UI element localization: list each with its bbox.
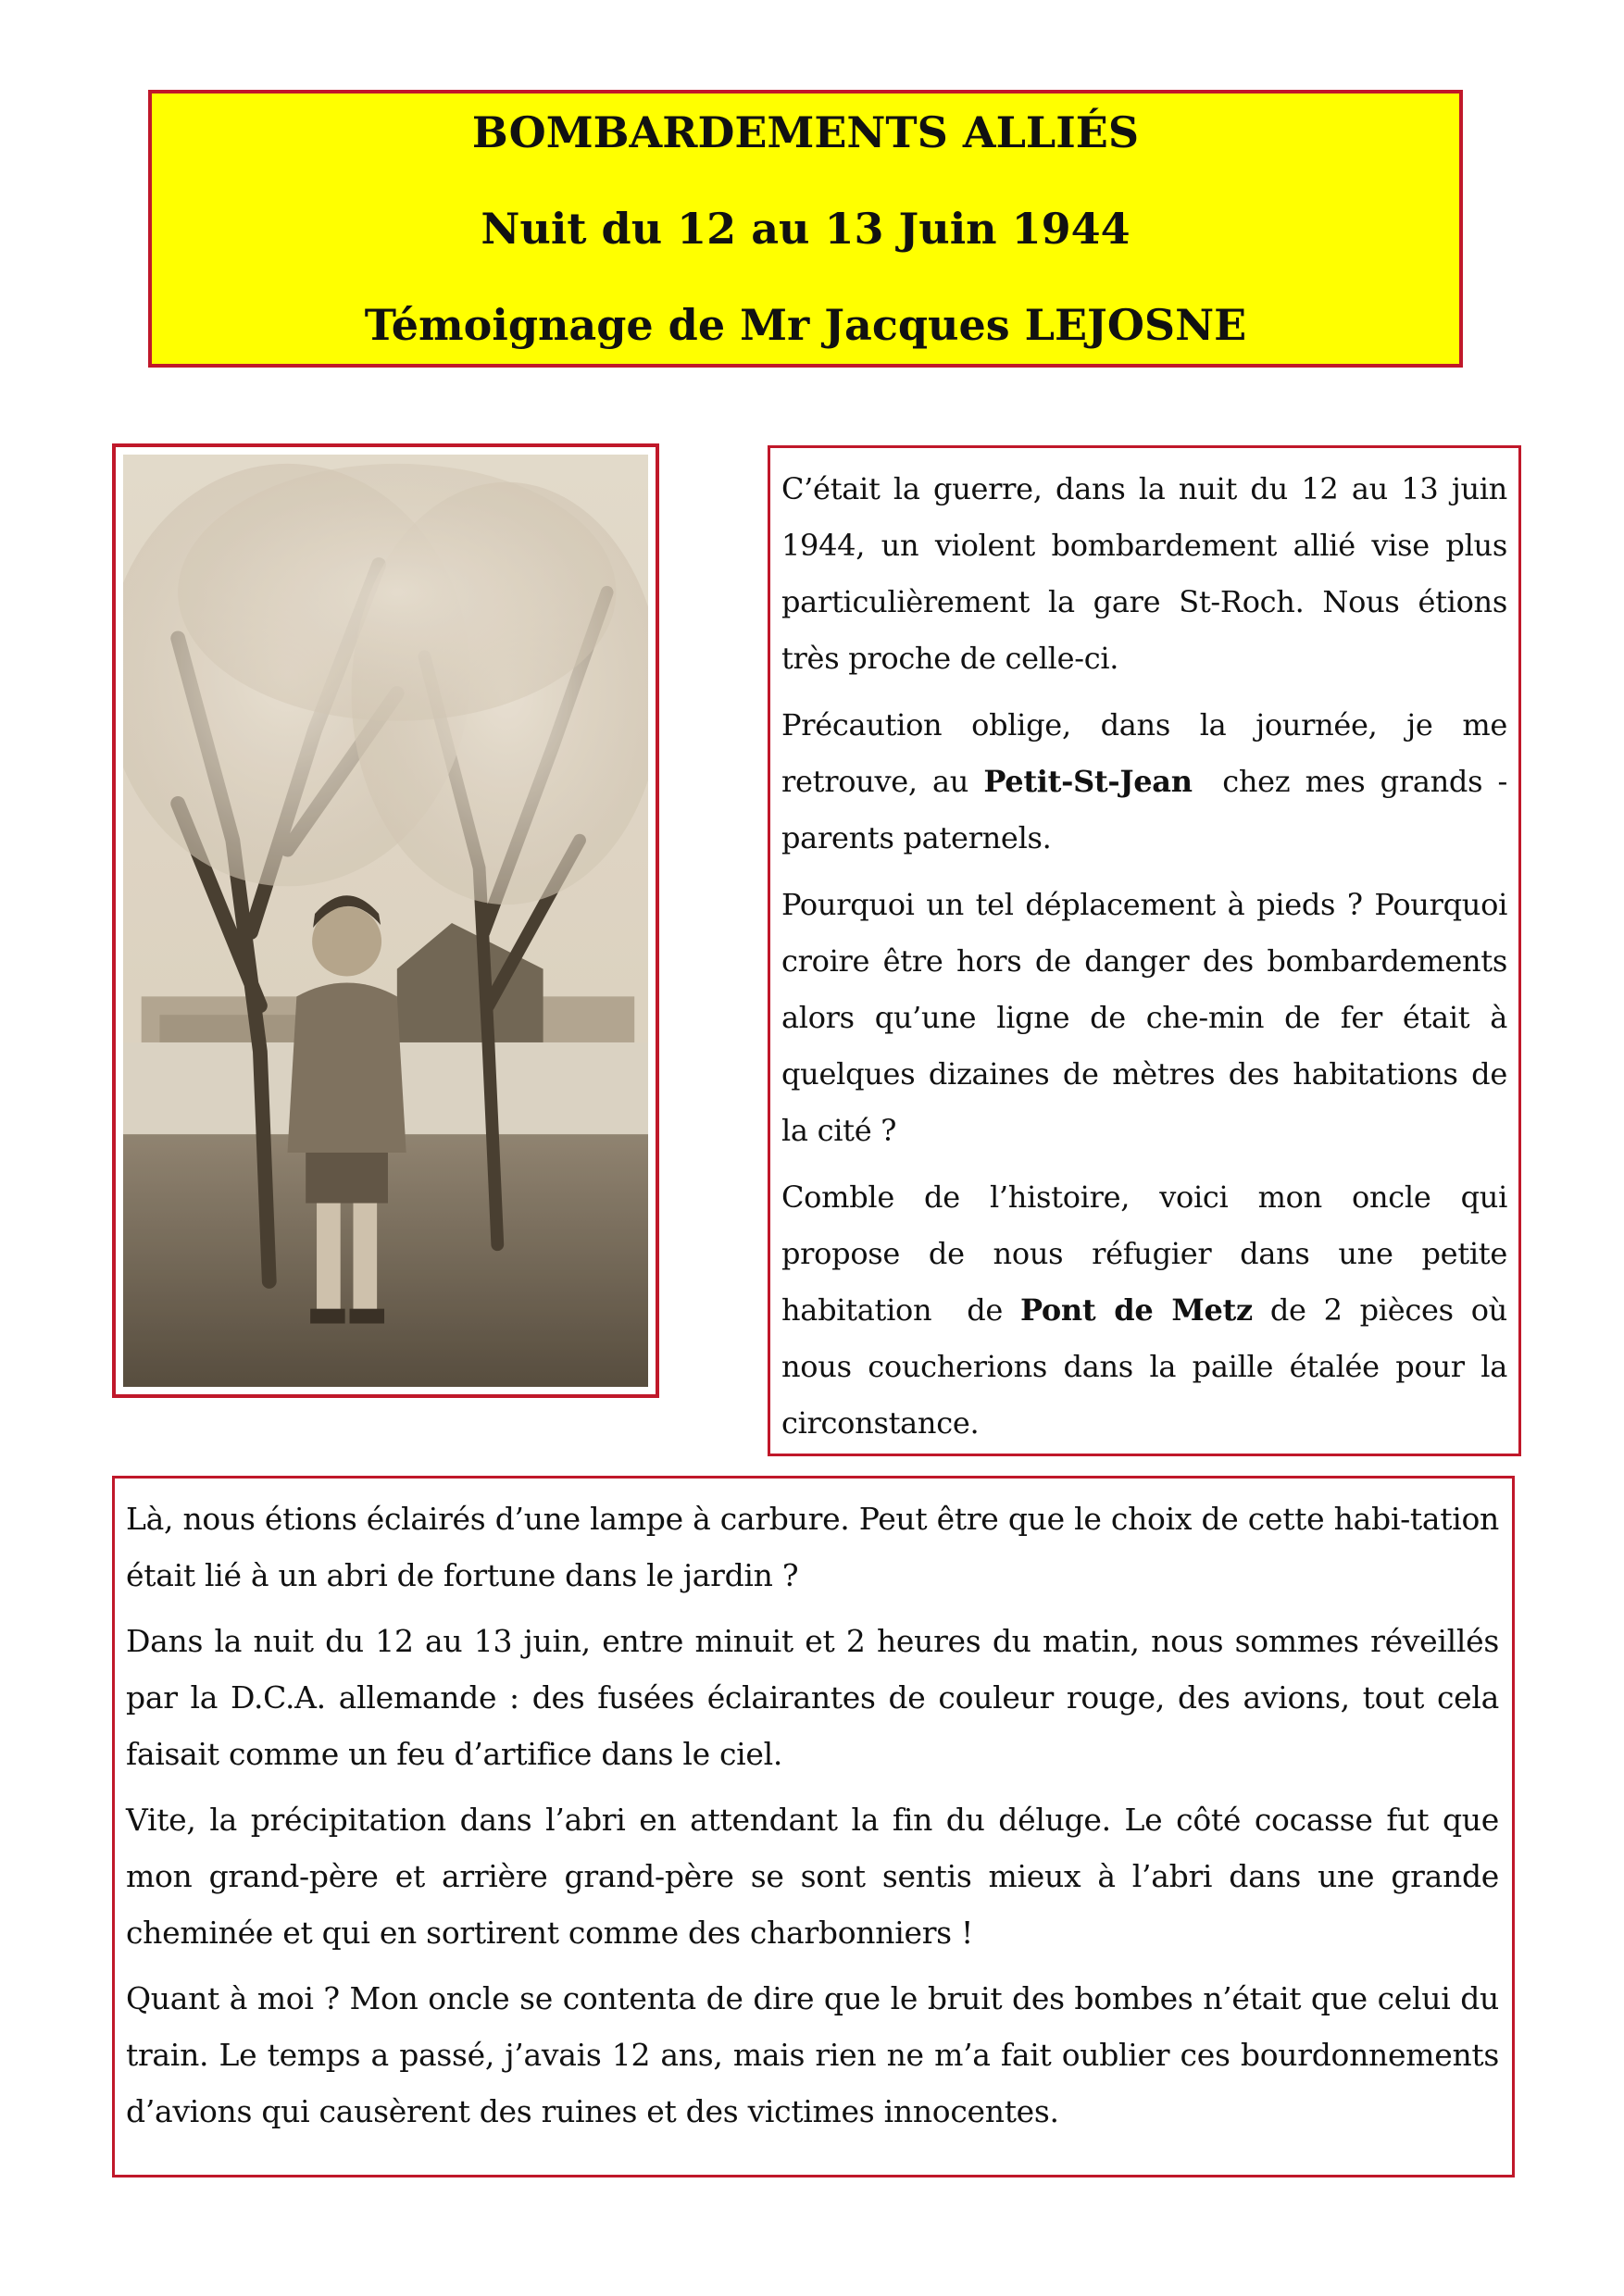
place-name-petit-st-jean: Petit-St-Jean [983,764,1193,799]
right-text-box [768,445,1521,1456]
paragraph: Pourquoi un tel déplacement à pieds ? Pourquoi croire être hors de danger des bombardements alors qu’une ligne de che-min de fer était à quelques dizaines de mètres des habitations de la cité ? [781,887,1507,1148]
photo-frame [112,443,659,1398]
paragraph-text: Précaution oblige, dans la journée, je me retrouve, au [781,707,1507,799]
boy-under-trees-photo [123,455,648,1387]
paragraph: Dans la nuit du 12 au 13 juin, entre minuit et 2 heures du matin, nous sommes réveillés par la D.C.A. allemande : des fusées éclairantes de couleur rouge, des avions, tout cela faisait comme un feu d’artifice dans le ciel. [126,1623,1499,1772]
paragraph: Là, nous étions éclairés d’une lampe à carbure. Peut être que le choix de cette habi-tation était lié à un abri de fortune dans le jardin ? [126,1501,1499,1593]
paragraph [781,1169,1517,1452]
paragraph: C’était la guerre, dans la nuit du 12 au 13 juin 1944, un violent bombardement allié vise plus particulièrement la gare St-Roch. Nous étions très proche de celle-ci. [781,471,1507,676]
paragraph [781,697,1507,867]
title-banner [148,90,1463,368]
paragraph: Quant à moi ? Mon oncle se contenta de dire que le bruit des bombes n’était que celui du train. Le temps a passé, j’avais 12 ans, mais rien ne m’a fait oublier ces bourdonnements d’avions qui causèrent des ruines et des victimes innocentes. [126,1980,1499,2129]
place-name-pont-de-metz: Pont de Metz [1019,1292,1253,1328]
title-heading: BOMBARDEMENTS ALLIÉS [471,107,1140,157]
paragraph-text: Comble de l’histoire, voici mon oncle qui propose de nous réfugier dans une petite habitation de [781,1179,1517,1328]
paragraph-text: de 2 pièces où nous coucherions dans la paille étalée pour la circonstance. [781,1292,1507,1441]
title-testimony: Témoignage de Mr Jacques LEJOSNE [364,300,1247,350]
title-date: Nuit du 12 au 13 Juin 1944 [481,204,1131,254]
bottom-text-box [112,1476,1515,2177]
paragraph-text: chez mes grands -parents paternels. [781,764,1507,855]
paragraph: Vite, la précipitation dans l’abri en attendant la fin du déluge. Le côté cocasse fut que mon grand-père et arrière grand-père se sont sentis mieux à l’abri dans une grande cheminée et qui en sortirent comme des charbonniers ! [126,1802,1499,1951]
